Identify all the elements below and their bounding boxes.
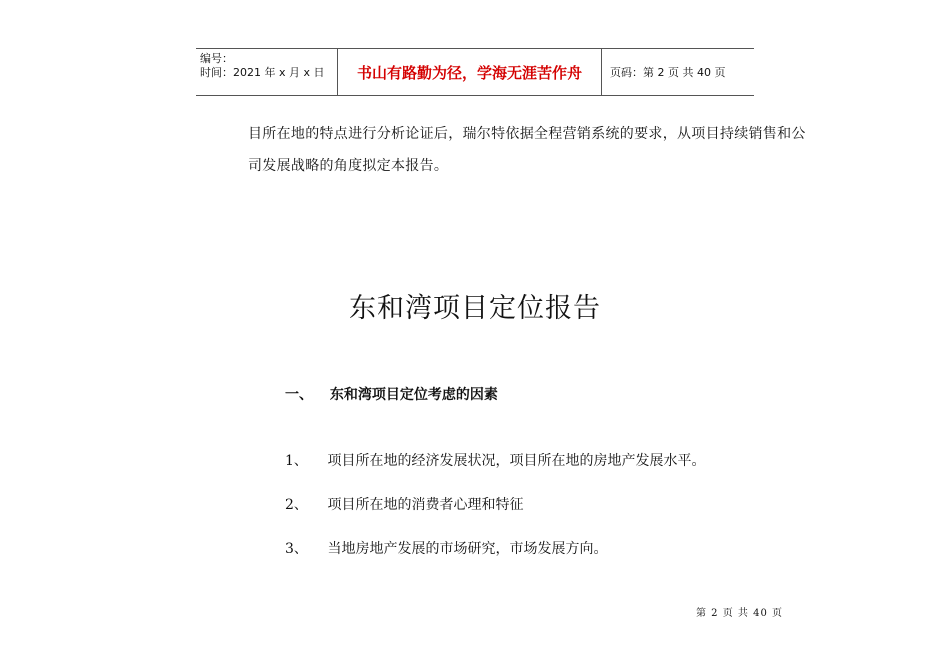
item-text: 项目所在地的经济发展状况，项目所在地的房地产发展水平。 bbox=[327, 453, 706, 469]
header-motto-cell bbox=[338, 49, 602, 95]
list-item bbox=[285, 450, 705, 470]
paragraph-line: 目所在地的特点进行分析论证后，瑞尔特依据全程营销系统的要求，从项目持续销售和公 bbox=[248, 126, 806, 142]
code-label: 编号： bbox=[200, 52, 233, 65]
item-number: 2、 bbox=[285, 497, 308, 513]
header-meta-cell bbox=[196, 49, 338, 95]
report-title: 东和湾项目定位报告 bbox=[349, 293, 601, 324]
item-number: 1、 bbox=[285, 453, 308, 469]
motto-text: 书山有路勤为径，学海无涯苦作舟 bbox=[356, 63, 582, 82]
time-label: 时间：2021 年 x 月 x 日 bbox=[200, 66, 325, 79]
paragraph-line: 司发展战略的角度拟定本报告。 bbox=[248, 158, 449, 174]
list-item bbox=[285, 494, 523, 514]
intro-paragraph bbox=[248, 118, 880, 182]
page-code: 页码：第 2 页 共 40 页 bbox=[610, 66, 726, 79]
item-text: 项目所在地的消费者心理和特征 bbox=[327, 497, 524, 513]
page-header bbox=[196, 48, 754, 96]
section-label: 东和湾项目定位考虑的因素 bbox=[329, 387, 498, 403]
page-footer: 第 2 页 共 40 页 bbox=[696, 608, 783, 619]
section-heading bbox=[285, 384, 498, 404]
list-item bbox=[285, 538, 607, 558]
header-page-cell bbox=[602, 49, 754, 95]
item-number: 3、 bbox=[285, 541, 308, 557]
item-text: 当地房地产发展的市场研究，市场发展方向。 bbox=[327, 541, 608, 557]
section-number: 一、 bbox=[285, 387, 313, 403]
